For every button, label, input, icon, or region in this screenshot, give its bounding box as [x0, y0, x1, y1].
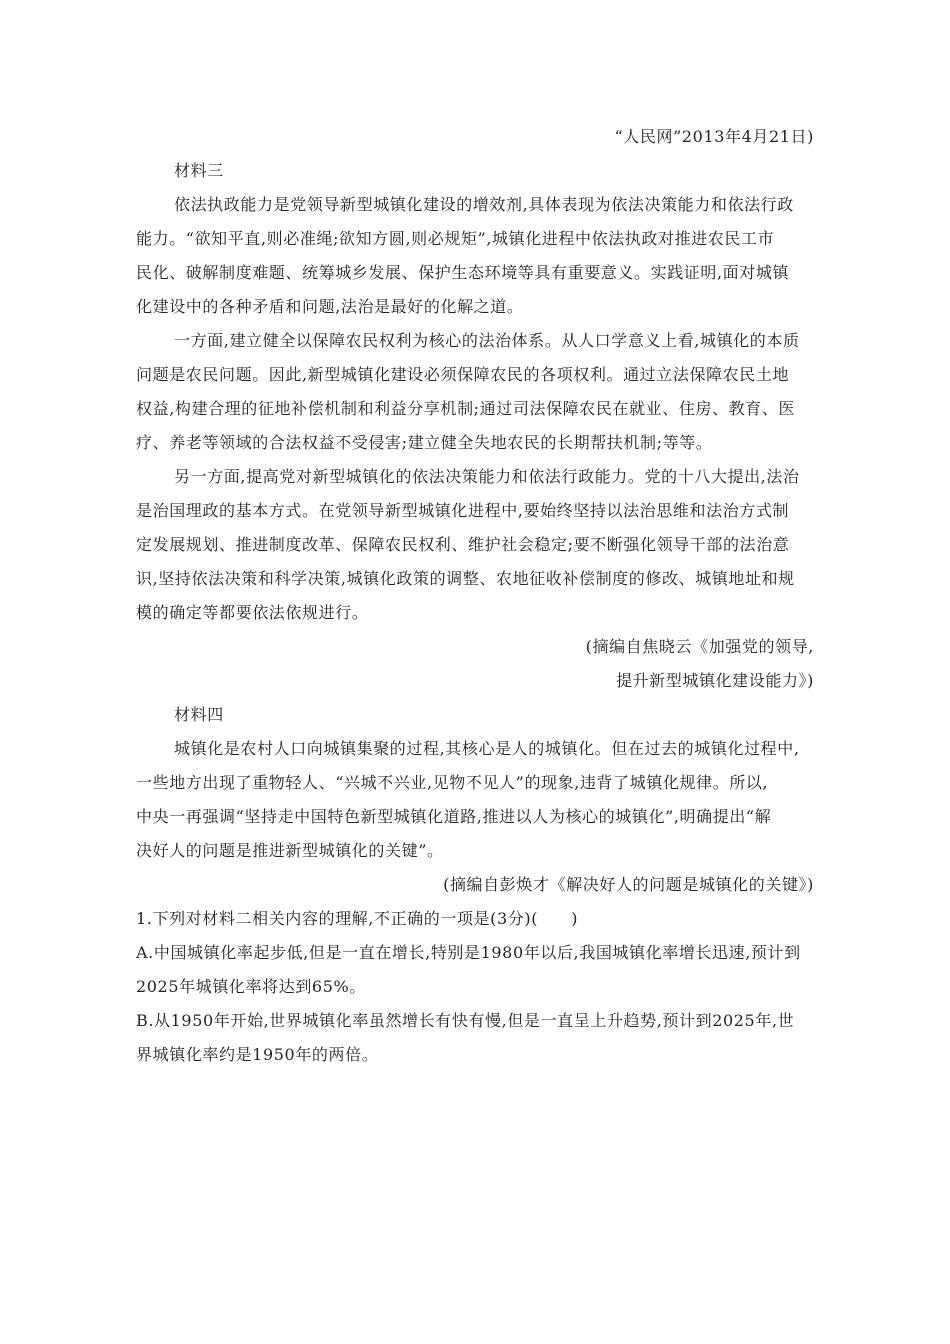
option-line: 界城镇化率约是1950年的两倍。	[136, 1045, 379, 1064]
text-line: 问题是农民问题。因此,新型城镇化建设必须保障农民的各项权利。通过立法保障农民土地	[136, 365, 790, 384]
material-4-source: (摘编自彭焕才《解决好人的问题是城镇化的关键》)	[443, 875, 814, 894]
text-line: 权益,构建合理的征地补偿机制和利益分享机制;通过司法保障农民在就业、住房、教育、医	[136, 399, 796, 418]
text-line: 一方面,建立健全以保障农民权利为核心的法治体系。从人口学意义上看,城镇化的本质	[174, 331, 800, 350]
text-line: 一些地方出现了重物轻人、“兴城不兴业,见物不见人”的现象,违背了城镇化规律。所以,	[136, 773, 769, 792]
option-line: B.从1950年开始,世界城镇化率虽然增长有快有慢,但是一直呈上升趋势,预计到2025年,世	[136, 1011, 795, 1030]
text-line: 疗、养老等领域的合法权益不受侵害;建立健全失地农民的长期帮扶机制;等等。	[136, 433, 713, 452]
text-line: 模的确定等都要依法依规进行。	[136, 603, 369, 622]
material-4-heading: 材料四	[174, 705, 224, 724]
text-line: 中央一再强调“坚持走中国特色新型城镇化道路,推进以人为核心的城镇化”,明确提出“解	[136, 807, 772, 826]
text-line: 是治国理政的基本方式。在党领导新型城镇化进程中,要始终坚持以法治思维和法治方式制	[136, 501, 790, 520]
document-page	[136, 120, 814, 1072]
text-line: 城镇化是农村人口向城镇集聚的过程,其核心是人的城镇化。但在过去的城镇化过程中,	[174, 739, 800, 758]
source-citation-top: “人民网”2013年4月21日)	[614, 127, 814, 146]
material-3-source	[136, 630, 814, 698]
text-line: 决好人的问题是推进新型城镇化的关键”。	[136, 841, 444, 860]
text-line: 民化、破解制度难题、统筹城乡发展、保护生态环境等具有重要意义。实践证明,面对城镇	[136, 263, 790, 282]
text-line: 依法执政能力是党领导新型城镇化建设的增效剂,具体表现为依法决策能力和依法行政	[174, 195, 794, 214]
material-3-paragraph-2	[136, 324, 814, 460]
text-line: 定发展规划、推进制度改革、保障农民权利、维护社会稳定;要不断强化领导干部的法治意	[136, 535, 790, 554]
material-3-paragraph-3	[136, 460, 814, 630]
source-line: (摘编自焦晓云《加强党的领导,	[585, 637, 814, 656]
material-3-paragraph-1	[136, 188, 814, 324]
question-1-option-a	[136, 936, 814, 1004]
source-line: 提升新型城镇化建设能力》)	[615, 671, 814, 690]
text-line: 能力。“欲知平直,则必准绳;欲知方圆,则必规矩”,城镇化进程中依法执政对推进农民工市	[136, 229, 775, 248]
text-line: 另一方面,提高党对新型城镇化的依法决策能力和依法行政能力。党的十八大提出,法治	[174, 467, 800, 486]
question-1-option-b	[136, 1004, 814, 1072]
option-line: A.中国城镇化率起步低,但是一直在增长,特别是1980年以后,我国城镇化率增长迅速,预计到	[136, 943, 801, 962]
material-4-paragraph-1	[136, 732, 814, 868]
material-3-heading: 材料三	[174, 161, 224, 180]
text-line: 化建设中的各种矛盾和问题,法治是最好的化解之道。	[136, 297, 524, 316]
text-line: 识,坚持依法决策和科学决策,城镇化政策的调整、农地征收补偿制度的修改、城镇地址和规	[136, 569, 795, 588]
question-1-stem: 1.下列对材料二相关内容的理解,不正确的一项是(3分)( )	[136, 909, 579, 928]
option-line: 2025年城镇化率将达到65%。	[136, 977, 366, 996]
